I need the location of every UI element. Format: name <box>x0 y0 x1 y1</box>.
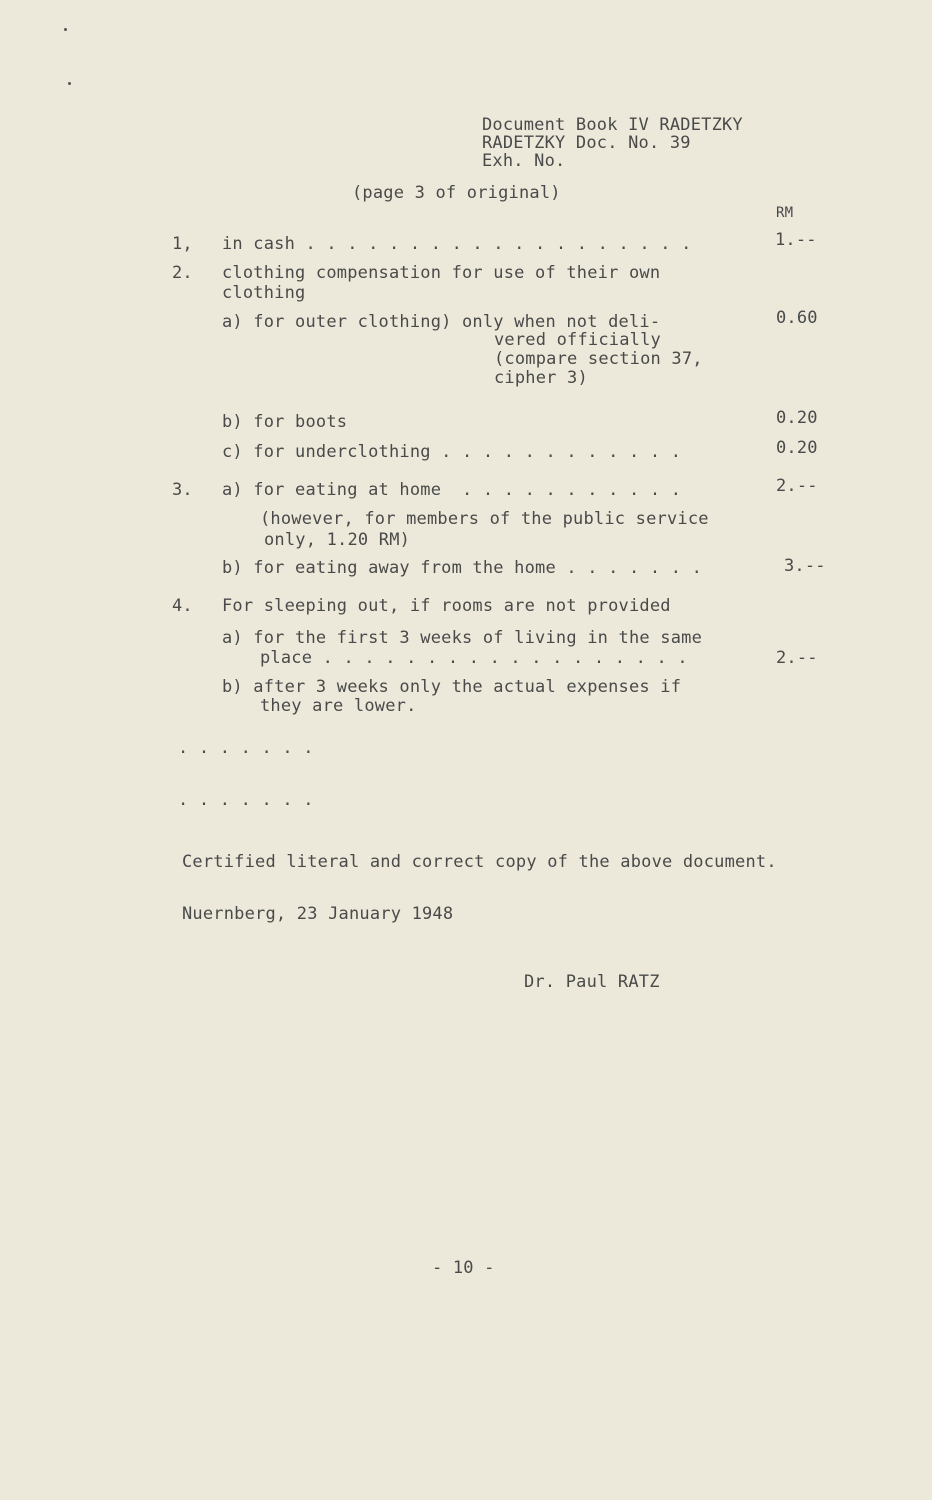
item-4-text: For sleeping out, if rooms are not provided <box>222 596 671 616</box>
item-3a-note-2: only, 1.20 RM) <box>264 530 411 550</box>
ellipsis-row: . . . . . . . <box>178 738 314 758</box>
item-1-text: in cash . . . . . . . . . . . . . . . . . . . <box>222 234 692 254</box>
ellipsis-row: . . . . . . . <box>178 790 314 810</box>
item-2a-cont-2: (compare section 37, <box>494 349 703 369</box>
item-2-number: 2. <box>172 263 193 283</box>
item-3a-text: a) for eating at home . . . . . . . . . . . <box>222 480 682 500</box>
item-1-number: 1, <box>172 234 193 254</box>
place-date: Nuernberg, 23 January 1948 <box>182 904 454 924</box>
item-4b-text-2: they are lower. <box>260 696 417 716</box>
item-2-text-1: clothing compensation for use of their own <box>222 263 661 283</box>
currency-label: RM <box>776 205 794 221</box>
header-line-1: Document Book IV RADETZKY <box>482 115 743 135</box>
page-number: - 10 - <box>432 1258 495 1278</box>
item-2a-cont-1: vered officially <box>494 330 661 350</box>
item-4b-text-1: b) after 3 weeks only the actual expenses if <box>222 677 682 697</box>
item-2a-amount: 0.60 <box>776 308 818 328</box>
item-2b-amount: 0.20 <box>776 408 818 428</box>
paper-speck <box>68 82 71 85</box>
certification-text: Certified literal and correct copy of the above document. <box>182 852 777 872</box>
item-3a-amount: 2.-- <box>776 476 818 496</box>
signature: Dr. Paul RATZ <box>524 972 660 992</box>
item-1-amount: 1.-- <box>775 230 817 250</box>
item-4-number: 4. <box>172 596 193 616</box>
item-2-text-2: clothing <box>222 283 306 303</box>
item-2a-label: a) for outer clothing) only when not deli- <box>222 312 661 332</box>
item-2c-text: c) for underclothing . . . . . . . . . . . . <box>222 442 682 462</box>
item-3-number: 3. <box>172 480 193 500</box>
item-2c-amount: 0.20 <box>776 438 818 458</box>
item-2b-text: b) for boots <box>222 412 348 432</box>
item-3b-text: b) for eating away from the home . . . . . . . <box>222 558 703 578</box>
item-4a-text-2: place . . . . . . . . . . . . . . . . . . <box>260 648 688 668</box>
item-4a-amount: 2.-- <box>776 648 818 668</box>
item-3a-note-1: (however, for members of the public service <box>260 509 709 529</box>
header-line-2: RADETZKY Doc. No. 39 <box>482 133 691 153</box>
item-2a-cont-3: cipher 3) <box>494 368 588 388</box>
item-3b-amount: 3.-- <box>784 556 826 576</box>
page-subtitle: (page 3 of original) <box>352 183 561 203</box>
header-line-3: Exh. No. <box>482 151 566 171</box>
item-4a-text-1: a) for the first 3 weeks of living in the same <box>222 628 703 648</box>
paper-speck <box>64 28 67 31</box>
